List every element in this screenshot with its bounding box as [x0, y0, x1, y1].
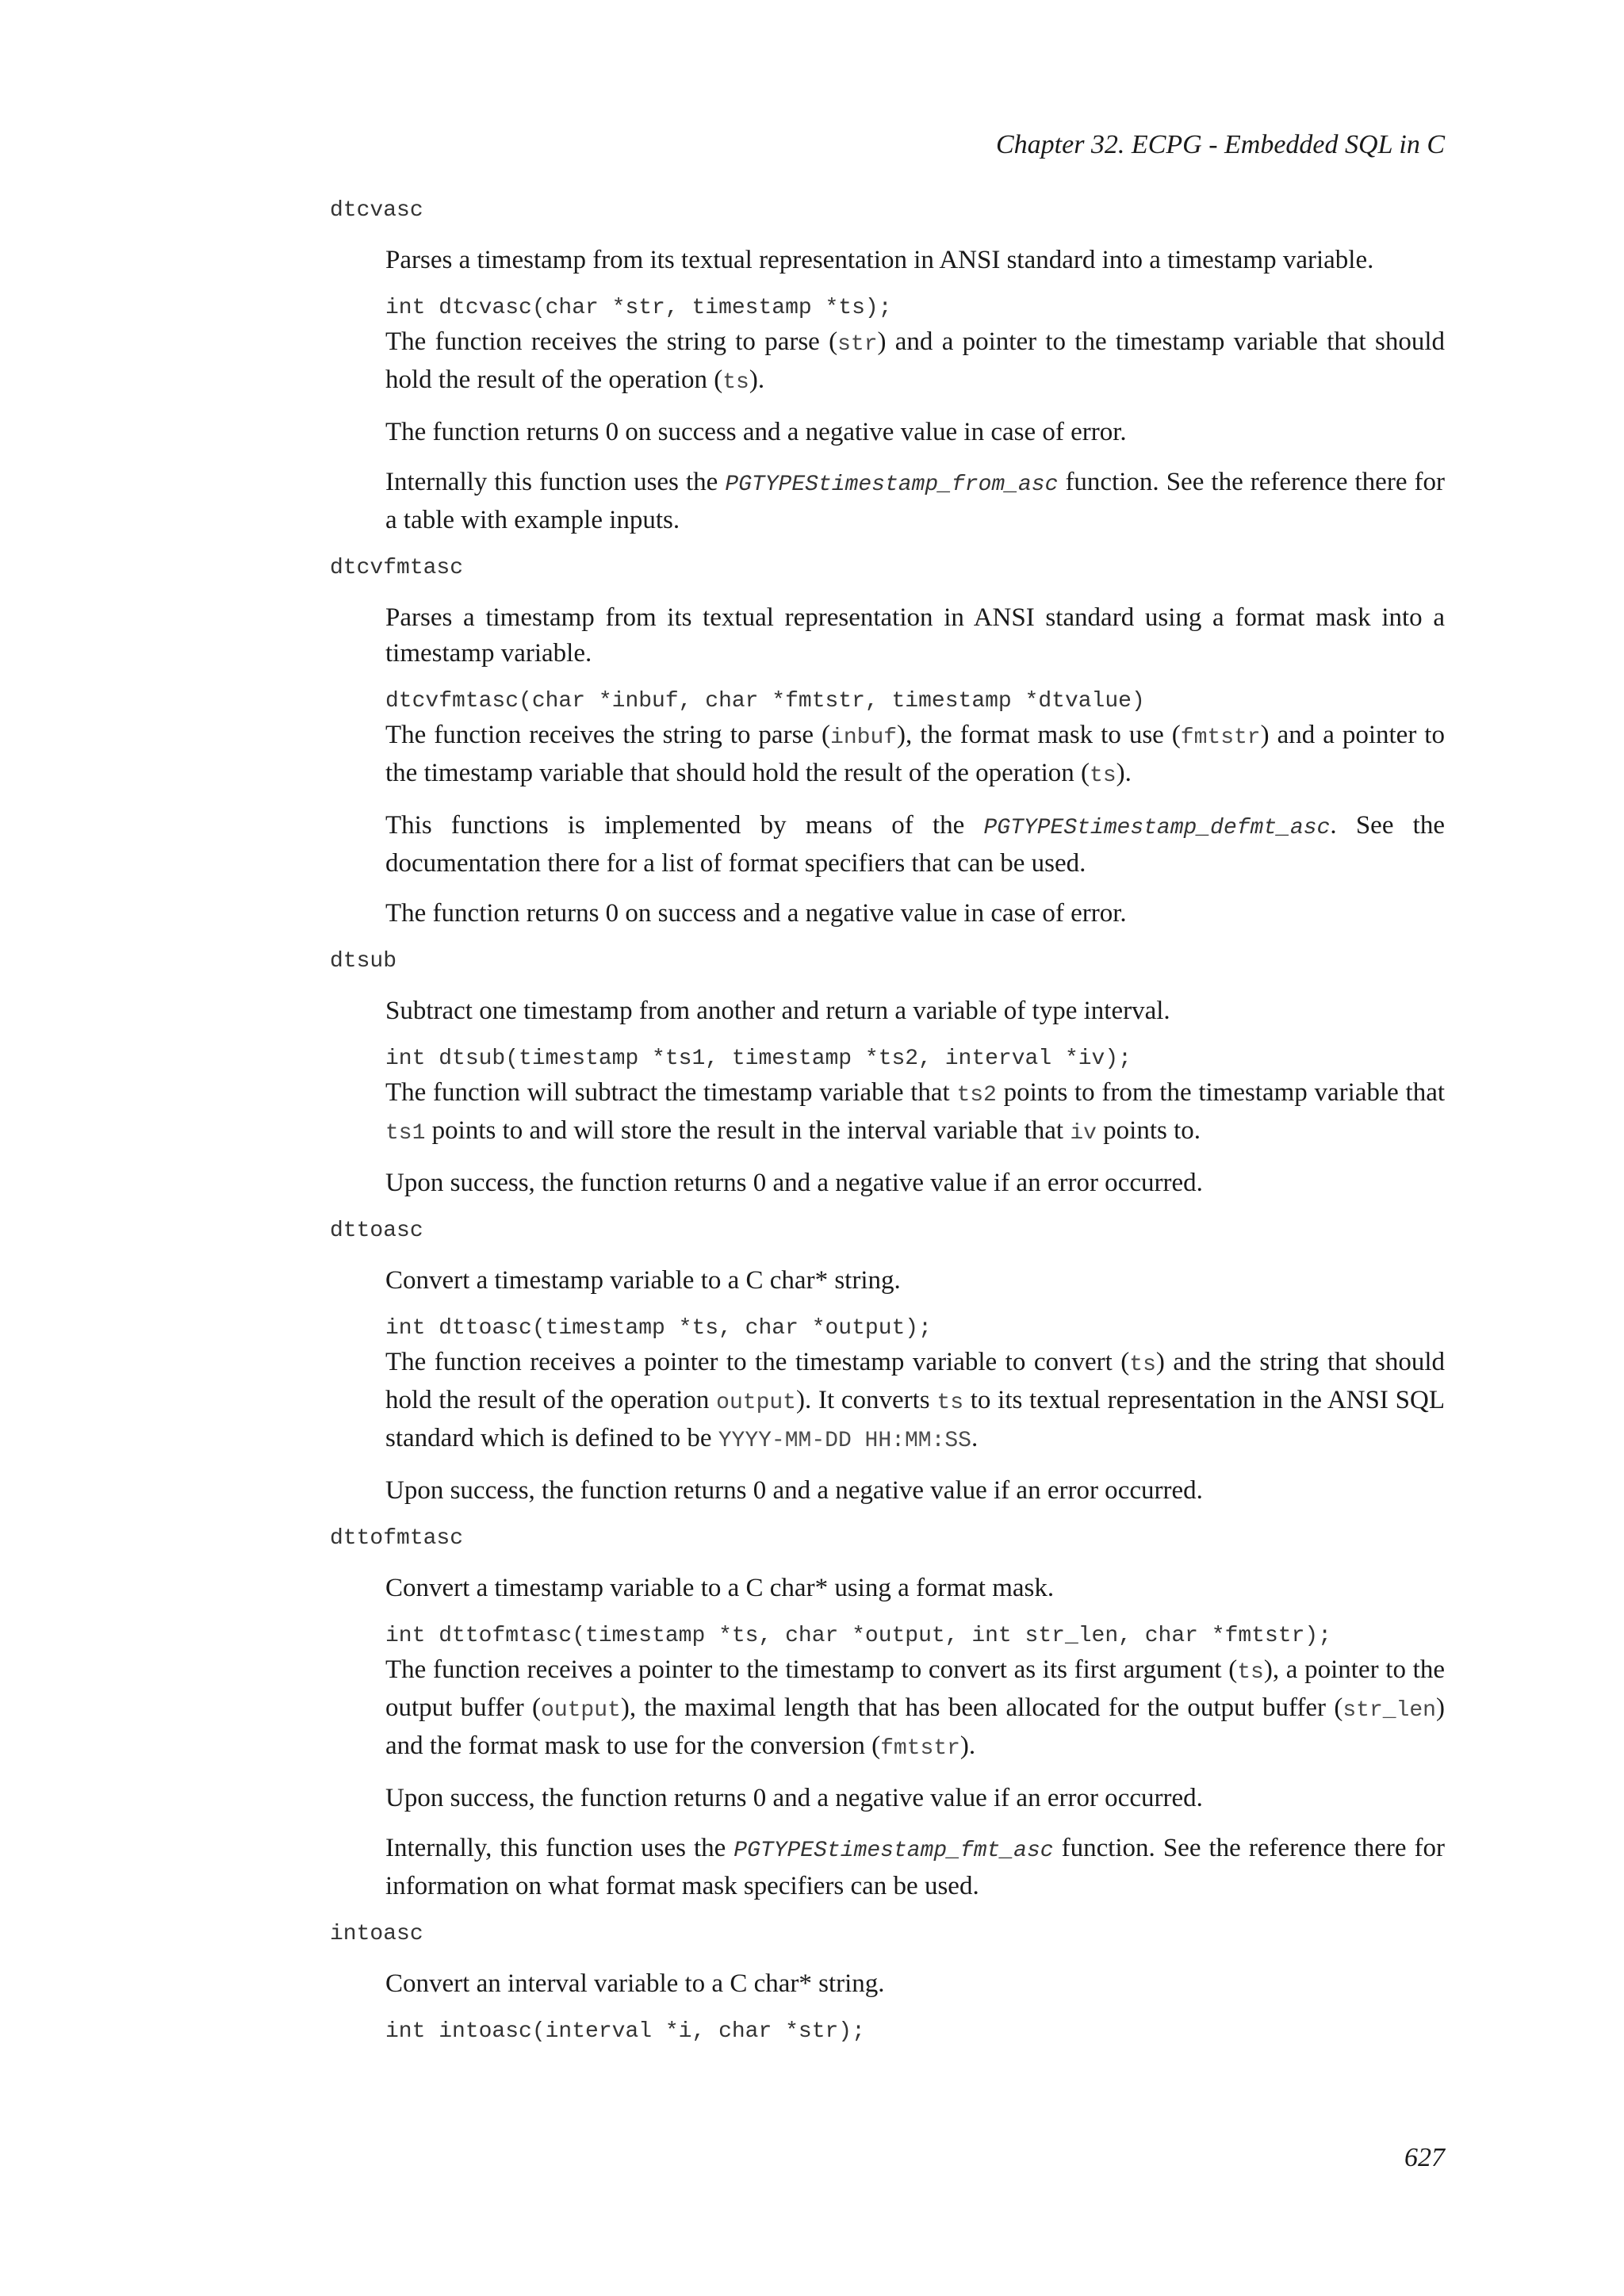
paragraph: The function returns 0 on success and a negative value in case of error. — [385, 418, 1127, 446]
paragraph: The function returns 0 on success and a negative value in case of error. — [385, 899, 1127, 928]
synopsis: int intoasc(interval *i, char *str); — [385, 2019, 865, 2044]
function-reference: PGTYPEStimestamp_defmt_asc — [983, 816, 1331, 840]
description: Convert an interval variable to a C char* string. — [385, 1969, 885, 1998]
paragraph — [385, 1075, 1445, 1151]
code-literal: ts1 — [385, 1121, 426, 1146]
text: points to from the timestamp variable that — [996, 1078, 1446, 1107]
code-literal: str_len — [1342, 1698, 1436, 1723]
paragraph — [385, 808, 1445, 882]
text: This functions is implemented by means of the — [385, 811, 984, 840]
text: Internally this function uses the — [385, 468, 726, 496]
code-literal: fmtstr — [1180, 725, 1261, 750]
text: The function receives a pointer to the timestamp variable to convert ( — [385, 1348, 1130, 1376]
text: Internally, this function uses the — [385, 1834, 734, 1862]
text: ) and a pointer to the timestamp variable that should hold the result of the operation ( — [385, 327, 1446, 394]
function-reference: PGTYPEStimestamp_fmt_asc — [733, 1839, 1054, 1863]
page-number: 627 — [1404, 2143, 1445, 2172]
code-literal: ts — [936, 1391, 963, 1415]
text: points to and will store the result in the interval variable that — [425, 1116, 1071, 1145]
term-intoasc: intoasc — [330, 1922, 423, 1946]
paragraph — [385, 1652, 1445, 1766]
text: ) and a pointer to the timestamp variable that should hold the result of the operation ( — [385, 721, 1445, 787]
term-dtcvasc: dtcvasc — [330, 198, 423, 223]
code-literal: ts — [1237, 1660, 1264, 1685]
text: function. See the reference there for information on what format mask specifiers can be used. — [385, 1834, 1446, 1900]
entry-dttoasc — [330, 1215, 1445, 1509]
term-dtsub: dtsub — [330, 949, 397, 974]
function-reference-list — [330, 195, 1445, 2062]
text: ). — [959, 1732, 976, 1760]
code-literal: str — [837, 332, 878, 357]
term-dttoasc: dttoasc — [330, 1219, 423, 1243]
entry-dtcvasc — [330, 195, 1445, 538]
code-literal: ts — [1129, 1353, 1156, 1377]
paragraph: Upon success, the function returns 0 and a negative value if an error occurred. — [385, 1476, 1203, 1505]
text: ). — [749, 365, 765, 394]
text: The function receives the string to parse ( — [385, 327, 838, 356]
code-literal: inbuf — [830, 725, 898, 750]
code-literal: ts — [1090, 763, 1116, 788]
text: . See the documentation there for a list of format specifiers that can be used. — [385, 811, 1445, 878]
text: function. See the reference there for a table with example inputs. — [385, 468, 1445, 534]
description: Parses a timestamp from its textual representation in ANSI standard using a format mask into a timestamp variable. — [385, 603, 1445, 668]
text: ) and the string that should hold the result of the operation — [385, 1348, 1446, 1414]
entry-dtsub — [330, 946, 1445, 1201]
text: ). — [1116, 759, 1132, 787]
synopsis: int dttoasc(timestamp *ts, char *output); — [385, 1316, 932, 1341]
paragraph — [385, 718, 1445, 794]
text: ), the maximal length that has been allocated for the output buffer ( — [620, 1693, 1343, 1722]
entry-dtcvfmtasc — [330, 553, 1445, 932]
entry-body — [385, 1571, 1445, 1904]
text: The function receives a pointer to the timestamp to convert as its first argument ( — [385, 1655, 1238, 1684]
chapter-header: Chapter 32. ECPG - Embedded SQL in C — [995, 130, 1445, 159]
code-literal: ts2 — [956, 1083, 997, 1108]
function-reference: PGTYPEStimestamp_from_asc — [725, 473, 1059, 497]
description: Convert a timestamp variable to a C char* string. — [385, 1266, 901, 1295]
code-literal: fmtstr — [880, 1736, 960, 1761]
description: Convert a timestamp variable to a C char* using a format mask. — [385, 1574, 1055, 1602]
paragraph — [385, 465, 1445, 538]
text: ), a pointer to the output buffer ( — [385, 1655, 1445, 1722]
entry-intoasc — [330, 1919, 1445, 2048]
term-dtcvfmtasc: dtcvfmtasc — [330, 556, 464, 580]
paragraph: Upon success, the function returns 0 and a negative value if an error occurred. — [385, 1169, 1203, 1197]
description: Subtract one timestamp from another and return a variable of type interval. — [385, 997, 1170, 1025]
text: ), the format mask to use ( — [897, 721, 1181, 749]
text: . — [971, 1424, 979, 1452]
entry-body — [385, 600, 1445, 932]
entry-body — [385, 993, 1445, 1201]
synopsis: int dttofmtasc(timestamp *ts, char *output, int str_len, char *fmtstr); — [385, 1624, 1331, 1648]
entry-body — [385, 1263, 1445, 1509]
paragraph — [385, 324, 1445, 400]
term-dttofmtasc: dttofmtasc — [330, 1526, 464, 1551]
code-literal: ts — [722, 370, 749, 395]
code-literal: output — [541, 1698, 621, 1723]
paragraph: Upon success, the function returns 0 and a negative value if an error occurred. — [385, 1784, 1203, 1812]
paragraph — [385, 1345, 1445, 1459]
code-literal: YYYY-MM-DD HH:MM:SS — [718, 1429, 971, 1453]
text: to its textual representation in the ANSI SQL standard which is defined to be — [385, 1386, 1445, 1452]
synopsis: int dtsub(timestamp *ts1, timestamp *ts2, interval *iv); — [385, 1047, 1132, 1071]
text: ) and the format mask to use for the conversion ( — [385, 1693, 1445, 1760]
description: Parses a timestamp from its textual representation in ANSI standard into a timestamp variable. — [385, 246, 1374, 274]
text: ). It converts — [795, 1386, 937, 1414]
code-literal: output — [716, 1391, 796, 1415]
text: The function will subtract the timestamp variable that — [385, 1078, 957, 1107]
entry-dttofmtasc — [330, 1523, 1445, 1904]
code-literal: iv — [1070, 1121, 1097, 1146]
synopsis: dtcvfmtasc(char *inbuf, char *fmtstr, timestamp *dtvalue) — [385, 689, 1145, 714]
paragraph — [385, 1831, 1445, 1904]
entry-body — [385, 243, 1445, 538]
entry-body — [385, 1966, 1445, 2048]
text: points to. — [1096, 1116, 1201, 1145]
text: The function receives the string to parse ( — [385, 721, 831, 749]
synopsis: int dtcvasc(char *str, timestamp *ts); — [385, 296, 892, 320]
